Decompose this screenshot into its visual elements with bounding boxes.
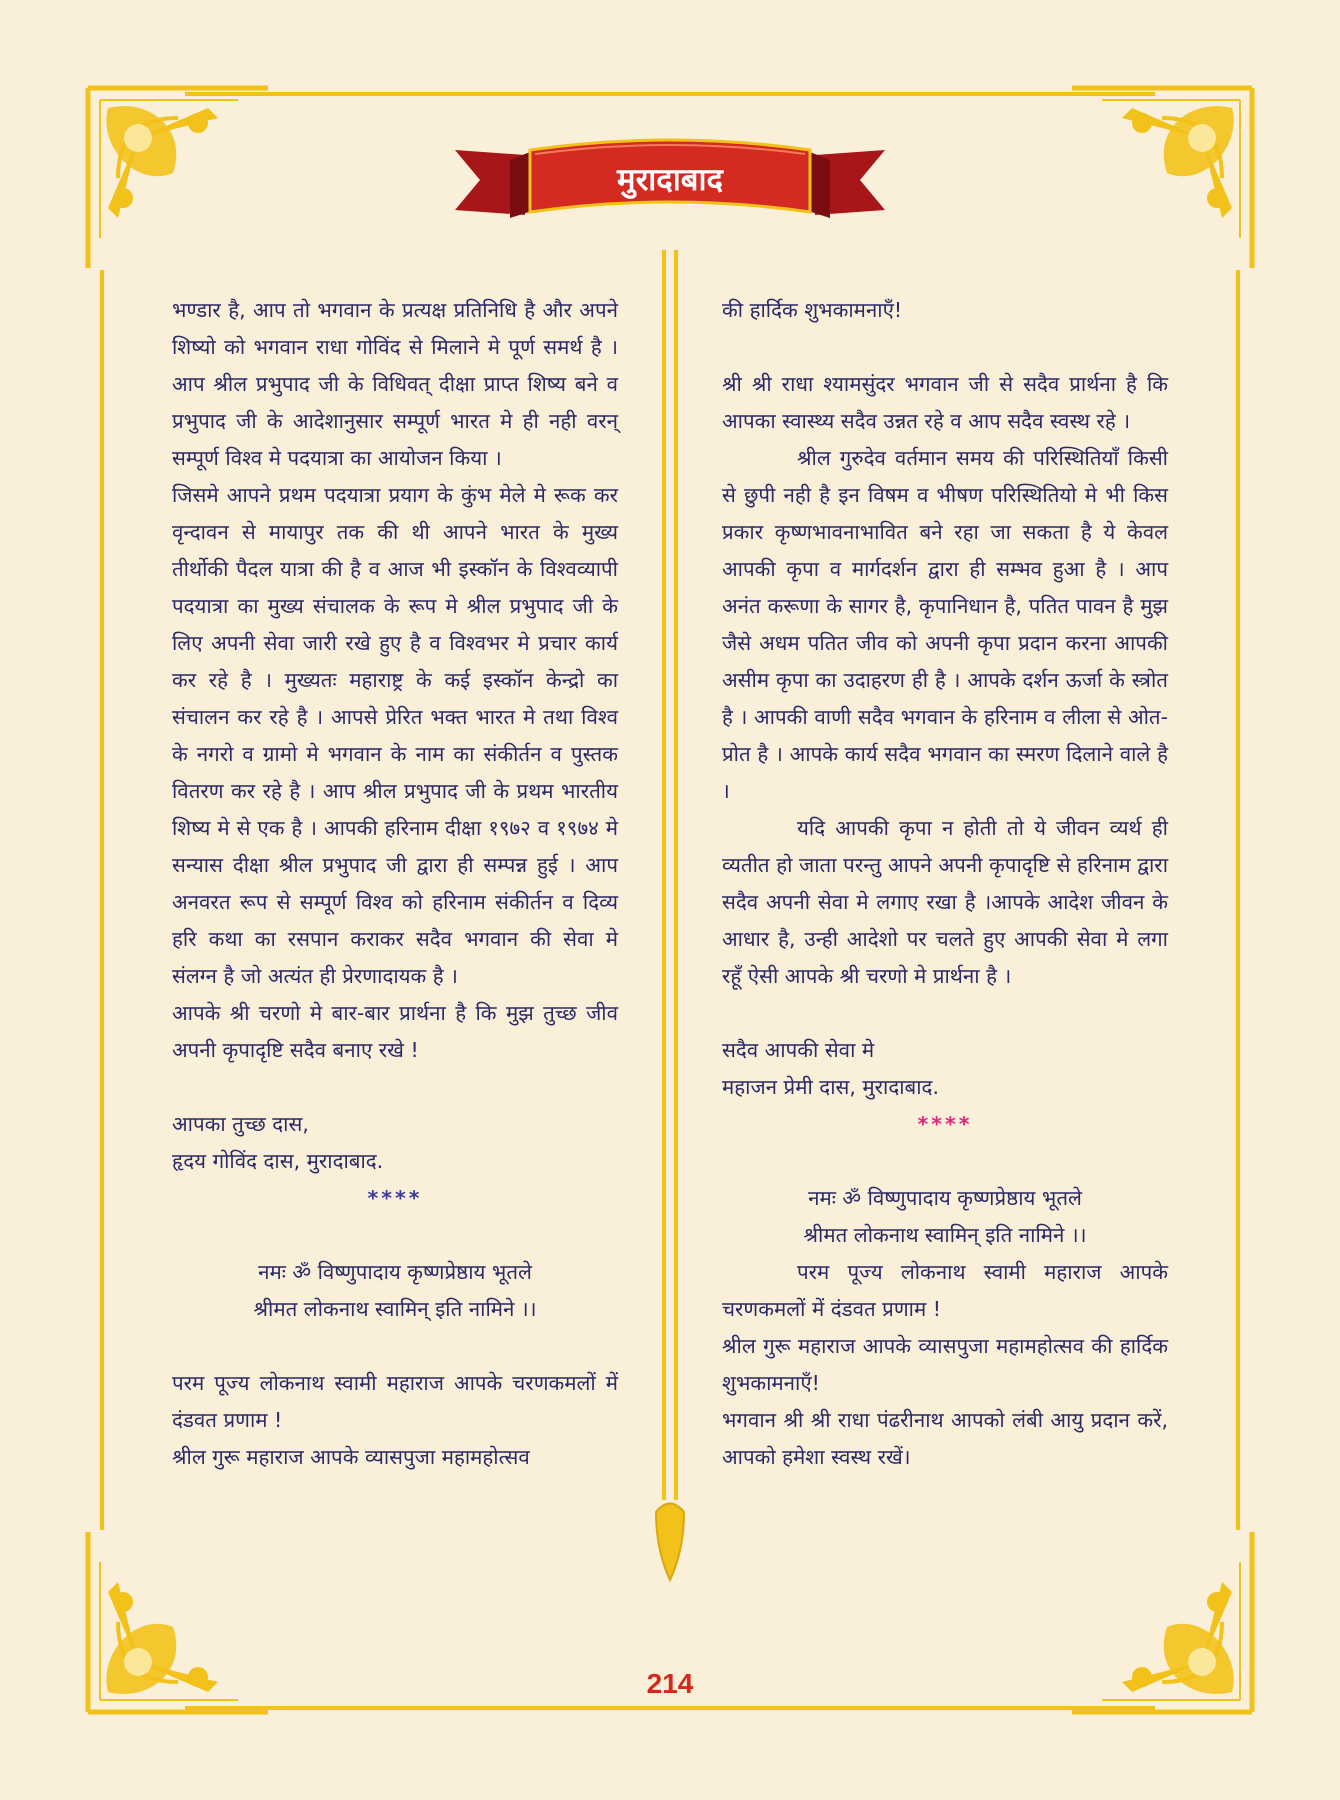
signature-name: महाजन प्रेमी दास, मुरादाबाद. (722, 1075, 939, 1099)
paragraph: की हार्दिक शुभकामनाएँ! (722, 298, 903, 322)
paragraph: आपके श्री चरणो मे बार-बार प्रार्थना है कि मुझ तुच्छ जीव अपनी कृपादृष्टि सदैव बनाए रखे ! (172, 1001, 618, 1062)
paragraph: भगवान श्री श्री राधा पंढरीनाथ आपको लंबी आयु प्रदान करें, आपको हमेशा स्वस्थ रखें। (722, 1408, 1168, 1469)
title-banner (455, 130, 885, 240)
separator-stars: **** (917, 1112, 973, 1136)
left-column (172, 292, 618, 1476)
paragraph: परम पूज्य लोकनाथ स्वामी महाराज आपके चरणकमलों में दंडवत प्रणाम ! (722, 1260, 1168, 1321)
signature-line: आपका तुच्छ दास, (172, 1112, 309, 1136)
paragraph: यदि आपकी कृपा न होती तो ये जीवन व्यर्थ ही व्यतीत हो जाता परन्तु आपने अपनी कृपादृष्टि से हरिनाम द्वारा सदैव अपनी सेवा मे लगाए रखा है ।आपके आदेश जीवन के आधार है, उन्ही आदेशो पर चलते हुए आपकी सेवा मे लगा रहूँ ऐसी आपके श्री चरणो मे प्रार्थना है । (722, 816, 1168, 988)
frame-top-line (185, 92, 1155, 96)
signature-line: सदैव आपकी सेवा मे (722, 1038, 875, 1062)
paragraph: श्री श्री राधा श्यामसुंदर भगवान जी से सदैव प्रार्थना है कि आपका स्वास्थ्य सदैव उन्नत रहे व आप सदैव स्वस्थ रहे । (722, 372, 1168, 433)
column-divider (650, 250, 690, 1600)
mantra-line: नमः ॐ विष्णुपादाय कृष्णप्रेष्ठाय भूतले (258, 1260, 532, 1284)
paragraph: भण्डार है, आप तो भगवान के प्रत्यक्ष प्रतिनिधि है और अपने शिष्यो को भगवान राधा गोविंद से मिलाने मे पूर्ण समर्थ है ।आप श्रील प्रभुपाद जी के विधिवत् दीक्षा प्राप्त शिष्य बने व प्रभुपाद जी के आदेशानुसार सम्पूर्ण भारत मे ही नही वरन् सम्पूर्ण विश्व मे पदयात्रा का आयोजन किया । (172, 298, 618, 470)
paragraph: श्रील गुरुदेव वर्तमान समय की परिस्थितियाँ किसी से छुपी नही है इन विषम व भीषण परिस्थितियो मे भी किस प्रकार कृष्णभावनाभावित बने रहा जा सकता है ये केवल आपकी कृपा व मार्गदर्शन द्वारा ही सम्भव हुआ है । आप अनंत करूणा के सागर है, कृपानिधान है, पतित पावन है मुझ जैसे अधम पतित जीव को अपनी कृपा प्रदान करना आपकी असीम कृपा का उदाहरण ही है । आपके दर्शन ऊर्जा के स्त्रोत है । आपकी वाणी सदैव भगवान के हरिनाम व लीला से ओत-प्रोत है । आपके कार्य सदैव भगवान का स्मरण दिलाने वाले है । (722, 446, 1168, 803)
paragraph: परम पूज्य लोकनाथ स्वामी महाराज आपके चरणकमलों में दंडवत प्रणाम ! (172, 1371, 618, 1432)
right-column (722, 292, 1168, 1476)
frame-left-line (100, 270, 104, 1530)
signature-name: हृदय गोविंद दास, मुरादाबाद. (172, 1149, 384, 1173)
page-number: 214 (646, 1668, 694, 1699)
paragraph: श्रील गुरू महाराज आपके व्यासपुजा महामहोत्सव (172, 1445, 530, 1469)
corner-ornament-top-left (78, 78, 278, 278)
paragraph: श्रील गुरू महाराज आपके व्यासपुजा महामहोत्सव की हार्दिक शुभकामनाएँ! (722, 1334, 1168, 1395)
frame-right-line (1236, 270, 1240, 1530)
paragraph: जिसमे आपने प्रथम पदयात्रा प्रयाग के कुंभ मेले मे रूक कर वृन्दावन से मायापुर तक की थी आपने भारत के मुख्य तीर्थोकी पैदल यात्रा की है व आज भी इस्कॉन के विश्वव्यापी पदयात्रा का मुख्य संचालक के रूप मे श्रील प्रभुपाद जी के लिए अपनी सेवा जारी रखे हुए है व विश्वभर मे प्रचार कार्य कर रहे है । मुख्यतः महाराष्ट्र के कई इस्कॉन केन्द्रो का संचालन कर रहे है । आपसे प्रेरित भक्त भारत मे तथा विश्व के नगरो व ग्रामो मे भगवान के नाम का संकीर्तन व पुस्तक वितरण कर रहे है । आप श्रील प्रभुपाद जी के प्रथम भारतीय शिष्य मे से एक है । आपकी हरिनाम दीक्षा १९७२ व १९७४ मे सन्यास दीक्षा श्रील प्रभुपाद जी द्वारा ही सम्पन्न हुई । आप अनवरत रूप से सम्पूर्ण विश्व को हरिनाम संकीर्तन व दिव्य हरि कथा का रसपान कराकर सदैव भगवान की सेवा मे संलग्न है जो अत्यंत ही प्रेरणादायक है । (172, 483, 618, 988)
page-title: मुरादाबाद (617, 162, 723, 198)
corner-ornament-top-right (1062, 78, 1262, 278)
mantra-line: श्रीमत लोकनाथ स्वामिन् इति नामिने ।। (803, 1223, 1087, 1247)
mantra-line: नमः ॐ विष्णुपादाय कृष्णप्रेष्ठाय भूतले (808, 1186, 1082, 1210)
separator-stars: **** (367, 1186, 423, 1210)
frame-bottom-line (185, 1706, 1155, 1710)
mantra-line: श्रीमत लोकनाथ स्वामिन् इति नामिने ।। (253, 1297, 537, 1321)
